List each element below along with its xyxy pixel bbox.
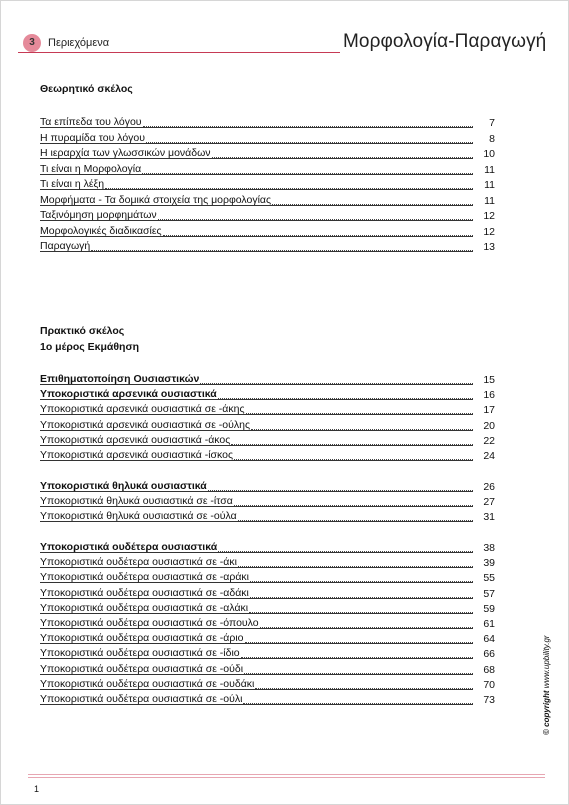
toc-entry [40,373,495,387]
toc-leader [212,157,473,158]
toc-rule [40,251,473,252]
toc-leader [218,398,473,399]
toc-entry-page: 57 [483,588,495,600]
toc-entry-title: Υποκοριστικά ουδέτερα ουσιαστικά σε -ουδάκι [40,678,255,690]
toc-entry-title: Υποκοριστικά ουδέτερα ουσιαστικά σε -αράκι [40,571,249,583]
toc-entry-page: 10 [483,148,495,160]
toc-entry [40,571,495,585]
toc-entry-title: Η πυραμίδα του λόγου [40,132,146,144]
footer-rule [28,774,545,775]
toc-entry-page: 11 [484,179,495,191]
toc-entry [40,178,495,192]
toc-entry-page: 27 [483,496,495,508]
toc-leader [246,413,473,414]
toc-leader [143,126,473,127]
practice-subtitle: 1ο μέρος Εκμάθηση [40,341,140,353]
theory-title: Θεωρητικό σκέλος [40,83,133,95]
toc-entry-page: 70 [483,679,495,691]
toc-entry-title: Τι είναι η Μορφολογία [40,163,142,175]
toc-entry-title: Υποκοριστικά αρσενικά ουσιαστικά -ίσκος [40,449,234,461]
toc-entry-page: 31 [483,511,495,523]
toc-leader [208,490,473,491]
page-number: 1 [34,784,40,794]
toc-entry-title: Υποκοριστικά ουδέτερα ουσιαστικά [40,541,218,553]
toc-rule [40,189,473,190]
toc-leader [245,642,473,643]
toc-leader [244,673,473,674]
toc-entry [40,617,495,631]
toc-entry-title: Υποκοριστικά ουδέτερα ουσιαστικά σε -ούδι [40,663,244,675]
toc-entry-page: 11 [484,195,495,207]
practice-title: Πρακτικό σκέλος [40,325,125,337]
toc-entry [40,225,495,239]
toc-entry-title: Υποκοριστικά ουδέτερα ουσιαστικά σε -αδάκι [40,587,249,599]
toc-leader [158,219,473,220]
toc-leader [105,188,473,189]
toc-entry [40,240,495,254]
toc-entry-title: Υποκοριστικά θηλυκά ουσιαστικά σε -ίτσα [40,495,233,507]
toc-entry [40,495,495,509]
toc-leader [200,383,473,384]
toc-entry [40,541,495,555]
toc-entry-title: Υποκοριστικά ουδέτερα ουσιαστικά σε -άκι [40,556,237,568]
toc-entry [40,587,495,601]
toc-leader [251,429,473,430]
toc-entry-page: 59 [483,603,495,615]
toc-entry [40,693,495,707]
toc-entry-page: 11 [484,164,495,176]
book-title: Μορφολογία-Παραγωγή [343,31,547,52]
toc-entry-page: 68 [483,664,495,676]
toc-leader [146,142,473,143]
toc-entry-page: 22 [483,435,495,447]
toc-entry-title: Υποκοριστικά ουδέτερα ουσιαστικά σε -άριο [40,632,244,644]
copyright-notice [542,635,551,735]
toc-entry-page: 39 [483,557,495,569]
toc-leader [234,505,473,506]
toc-entry-page: 73 [483,694,495,706]
toc-leader [142,173,473,174]
toc-entry-page: 24 [483,450,495,462]
toc-entry [40,449,495,463]
toc-entry-title: Υποκοριστικά αρσενικά ουσιαστικά -άκος [40,434,231,446]
toc-entry-page: 17 [483,404,495,416]
toc-entry-page: 7 [489,117,495,129]
toc-entry-title: Υποκοριστικά ουδέτερα ουσιαστικά σε -αλάκι [40,602,249,614]
toc-entry [40,147,495,161]
toc-entry [40,480,495,494]
toc-entry-page: 61 [483,618,495,630]
toc-entry-title: Υποκοριστικά αρσενικά ουσιαστικά σε -άκης [40,403,245,415]
toc-entry-page: 64 [483,633,495,645]
toc-entry [40,194,495,208]
toc-entry-title: Υποκοριστικά ουδέτερα ουσιαστικά σε -όπουλο [40,617,259,629]
toc-entry [40,403,495,417]
toc-entry-title: Υποκοριστικά αρσενικά ουσιαστικά [40,388,217,400]
section-label: Περιεχόμενα [48,37,110,49]
toc-entry-title: Επιθηματοποίηση Ουσιαστικών [40,373,200,385]
toc-leader [241,657,473,658]
toc-entry-title: Μορφήματα - Τα δομικά στοιχεία της μορφολογίας [40,194,272,206]
toc-entry-page: 13 [483,241,495,253]
toc-entry-page: 66 [483,648,495,660]
toc-entry-title: Υποκοριστικά ουδέτερα ουσιαστικά σε -ούλι [40,693,243,705]
toc-leader [249,612,473,613]
toc-entry-title: Υποκοριστικά θηλυκά ουσιαστικά [40,480,207,492]
toc-leader [238,566,473,567]
copyright-label: © copyright [542,690,551,735]
copyright-site: www.upbility.gr [542,635,551,689]
toc-entry-page: 16 [483,389,495,401]
toc-entry-page: 38 [483,542,495,554]
toc-leader [231,444,473,445]
toc-entry [40,388,495,402]
toc-leader [272,204,473,205]
toc-leader [250,581,473,582]
toc-entry-title: Υποκοριστικά ουδέτερα ουσιαστικά σε -ίδιο [40,647,240,659]
toc-entry [40,663,495,677]
footer-rule [28,777,545,778]
toc-entry [40,632,495,646]
toc-entry [40,647,495,661]
toc-entry-page: 55 [483,572,495,584]
toc-leader [91,250,473,251]
toc-leader [243,703,473,704]
toc-entry [40,163,495,177]
toc-entry-title: Παραγωγή [40,240,91,252]
toc-entry [40,556,495,570]
toc-entry [40,209,495,223]
toc-entry-title: Τα επίπεδα του λόγου [40,116,142,128]
toc-entry [40,510,495,524]
toc-entry [40,132,495,146]
toc-entry [40,678,495,692]
toc-entry-page: 8 [489,133,495,145]
toc-entry [40,419,495,433]
toc-leader [260,627,473,628]
toc-entry-page: 15 [483,374,495,386]
toc-leader [218,551,473,552]
toc-entry-title: Μορφολογικές διαδικασίες [40,225,162,237]
header-rule [18,52,340,53]
toc-entry-title: Ταξινόμηση μορφημάτων [40,209,157,221]
toc-entry-page: 20 [483,420,495,432]
toc-leader [163,235,473,236]
toc-entry [40,116,495,130]
toc-entry-title: Τι είναι η λέξη [40,178,105,190]
toc-leader [234,459,473,460]
toc-entry [40,434,495,448]
toc-entry-page: 26 [483,481,495,493]
toc-entry-title: Υποκοριστικά θηλυκά ουσιαστικά σε -ούλα [40,510,237,522]
toc-leader [250,597,473,598]
toc-entry-title: Η ιεραρχία των γλωσσικών μονάδων [40,147,211,159]
toc-leader [238,520,473,521]
toc-entry-page: 12 [483,210,495,222]
chapter-badge: 3 [23,34,41,52]
toc-leader [255,688,473,689]
toc-entry-page: 12 [483,226,495,238]
toc-entry-title: Υποκοριστικά αρσενικά ουσιαστικά σε -ούλης [40,419,251,431]
toc-entry [40,602,495,616]
